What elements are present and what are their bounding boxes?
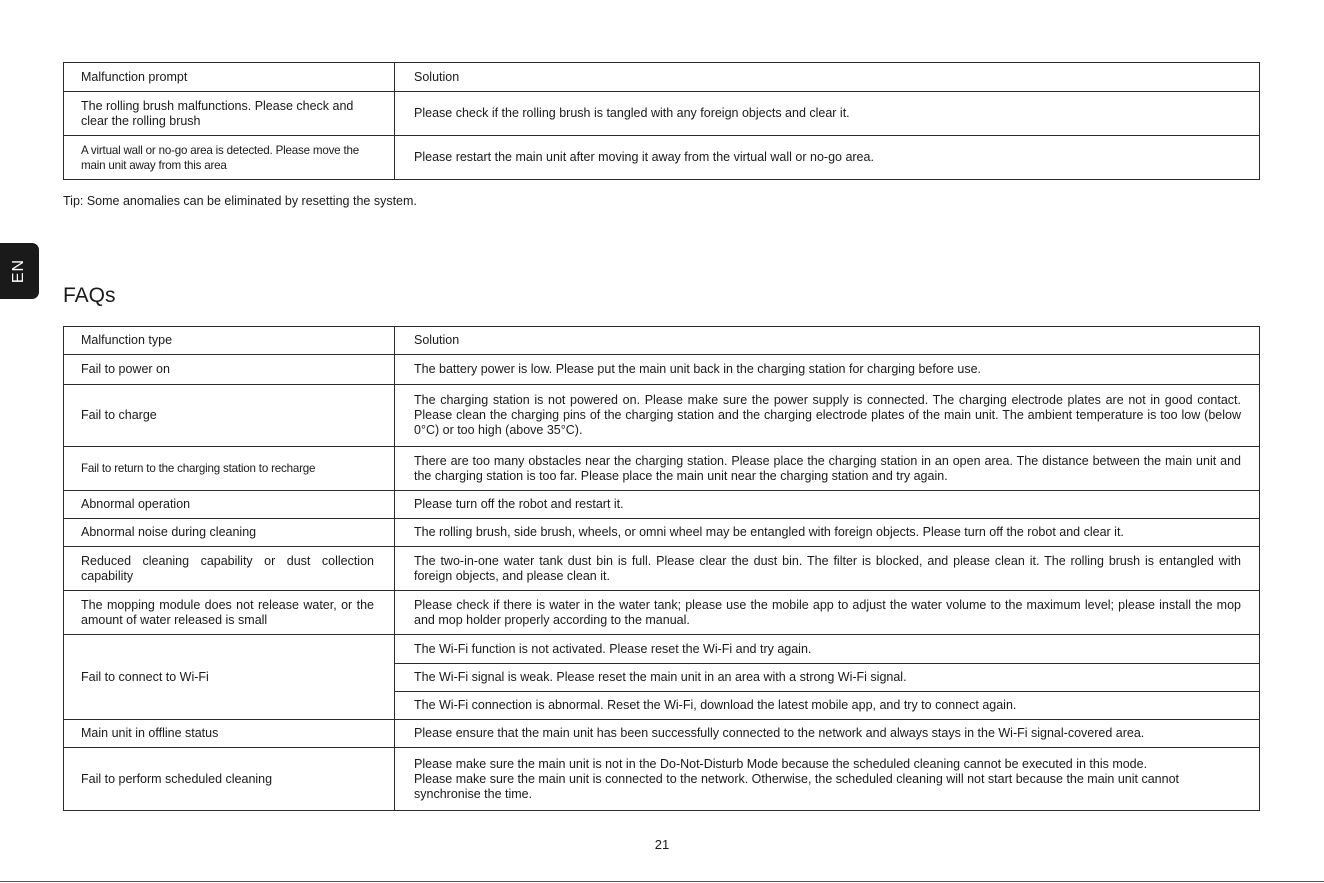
solution-cell: Please restart the main unit after moving it away from the virtual wall or no-go area. (395, 136, 1260, 180)
table-row (64, 355, 1260, 385)
solution-cell: There are too many obstacles near the charging station. Please place the charging station in an open area. The distance between the main unit and the charging station is too far. Please place the main unit near the charging station and try again. (395, 447, 1260, 491)
type-cell: Fail to charge (64, 385, 395, 447)
table-row (64, 591, 1260, 635)
type-cell: Abnormal operation (64, 491, 395, 519)
page-number: 21 (654, 837, 670, 852)
language-tab (0, 243, 39, 299)
solution-cell: The battery power is low. Please put the main unit back in the charging station for charging before use. (395, 355, 1260, 385)
table-row (64, 519, 1260, 547)
type-cell: Fail to connect to Wi-Fi (64, 635, 395, 720)
tip-text: Tip: Some anomalies can be eliminated by resetting the system. (63, 194, 417, 208)
table-header-row (64, 63, 1260, 92)
language-tab-label: EN (10, 258, 28, 284)
type-cell: Main unit in offline status (64, 720, 395, 748)
solution-cell: The rolling brush, side brush, wheels, or omni wheel may be entangled with foreign objects. Please turn off the robot and clear it. (395, 519, 1260, 547)
solution-line: Please make sure the main unit is not in the Do-Not-Disturb Mode because the scheduled cleaning cannot be executed in this mode. (414, 756, 1148, 771)
table-row (64, 720, 1260, 748)
table-row (64, 385, 1260, 447)
type-cell: Fail to perform scheduled cleaning (64, 748, 395, 811)
solution-cell: The two-in-one water tank dust bin is full. Please clear the dust bin. The filter is blocked, and please clean it. The rolling brush is entangled with foreign objects, and please clean it. (395, 547, 1260, 591)
solution-cell: Please check if there is water in the water tank; please use the mobile app to adjust the water volume to the maximum level; please install the mop and mop holder properly according to the manual. (395, 591, 1260, 635)
type-cell: Abnormal noise during cleaning (64, 519, 395, 547)
faqs-title: FAQs (63, 284, 116, 307)
solution-line: Please make sure the main unit is connected to the network. Otherwise, the scheduled cleaning will not start because the main unit cannot synchronise the time. (414, 771, 1180, 801)
table-row (64, 547, 1260, 591)
prompt-cell: A virtual wall or no-go area is detected. Please move the main unit away from this area (64, 136, 395, 180)
solution-cell: Please check if the rolling brush is tangled with any foreign objects and clear it. (395, 92, 1260, 136)
table-row (64, 635, 1260, 664)
header-solution: Solution (395, 327, 1260, 355)
table-header-row (64, 327, 1260, 355)
header-malfunction-type: Malfunction type (64, 327, 395, 355)
header-malfunction-prompt: Malfunction prompt (64, 63, 395, 92)
solution-cell: The Wi-Fi connection is abnormal. Reset the Wi-Fi, download the latest mobile app, and try to connect again. (395, 692, 1260, 720)
type-cell: Fail to return to the charging station to recharge (64, 447, 395, 491)
table-row (64, 92, 1260, 136)
table-row (64, 748, 1260, 811)
solution-cell (395, 748, 1260, 811)
type-cell: The mopping module does not release water, or the amount of water released is small (64, 591, 395, 635)
solution-cell: The charging station is not powered on. Please make sure the power supply is connected. The charging electrode plates are not in good contact. Please clean the charging pins of the charging station and the charging electrode plates of the main unit. The ambient temperature is too low (below 0°C) or too high (above 35°C). (395, 385, 1260, 447)
malfunction-prompt-table (63, 62, 1260, 180)
solution-cell: The Wi-Fi signal is weak. Please reset the main unit in an area with a strong Wi-Fi signal. (395, 664, 1260, 692)
prompt-cell: The rolling brush malfunctions. Please check and clear the rolling brush (64, 92, 395, 136)
solution-cell: The Wi-Fi function is not activated. Please reset the Wi-Fi and try again. (395, 635, 1260, 664)
type-cell: Reduced cleaning capability or dust collection capability (64, 547, 395, 591)
bottom-rule (0, 881, 1324, 882)
faqs-table (63, 326, 1260, 811)
type-cell: Fail to power on (64, 355, 395, 385)
solution-cell: Please ensure that the main unit has been successfully connected to the network and always stays in the Wi-Fi signal-covered area. (395, 720, 1260, 748)
table-row (64, 447, 1260, 491)
table-row (64, 491, 1260, 519)
solution-cell: Please turn off the robot and restart it. (395, 491, 1260, 519)
header-solution: Solution (395, 63, 1260, 92)
table-row (64, 136, 1260, 180)
